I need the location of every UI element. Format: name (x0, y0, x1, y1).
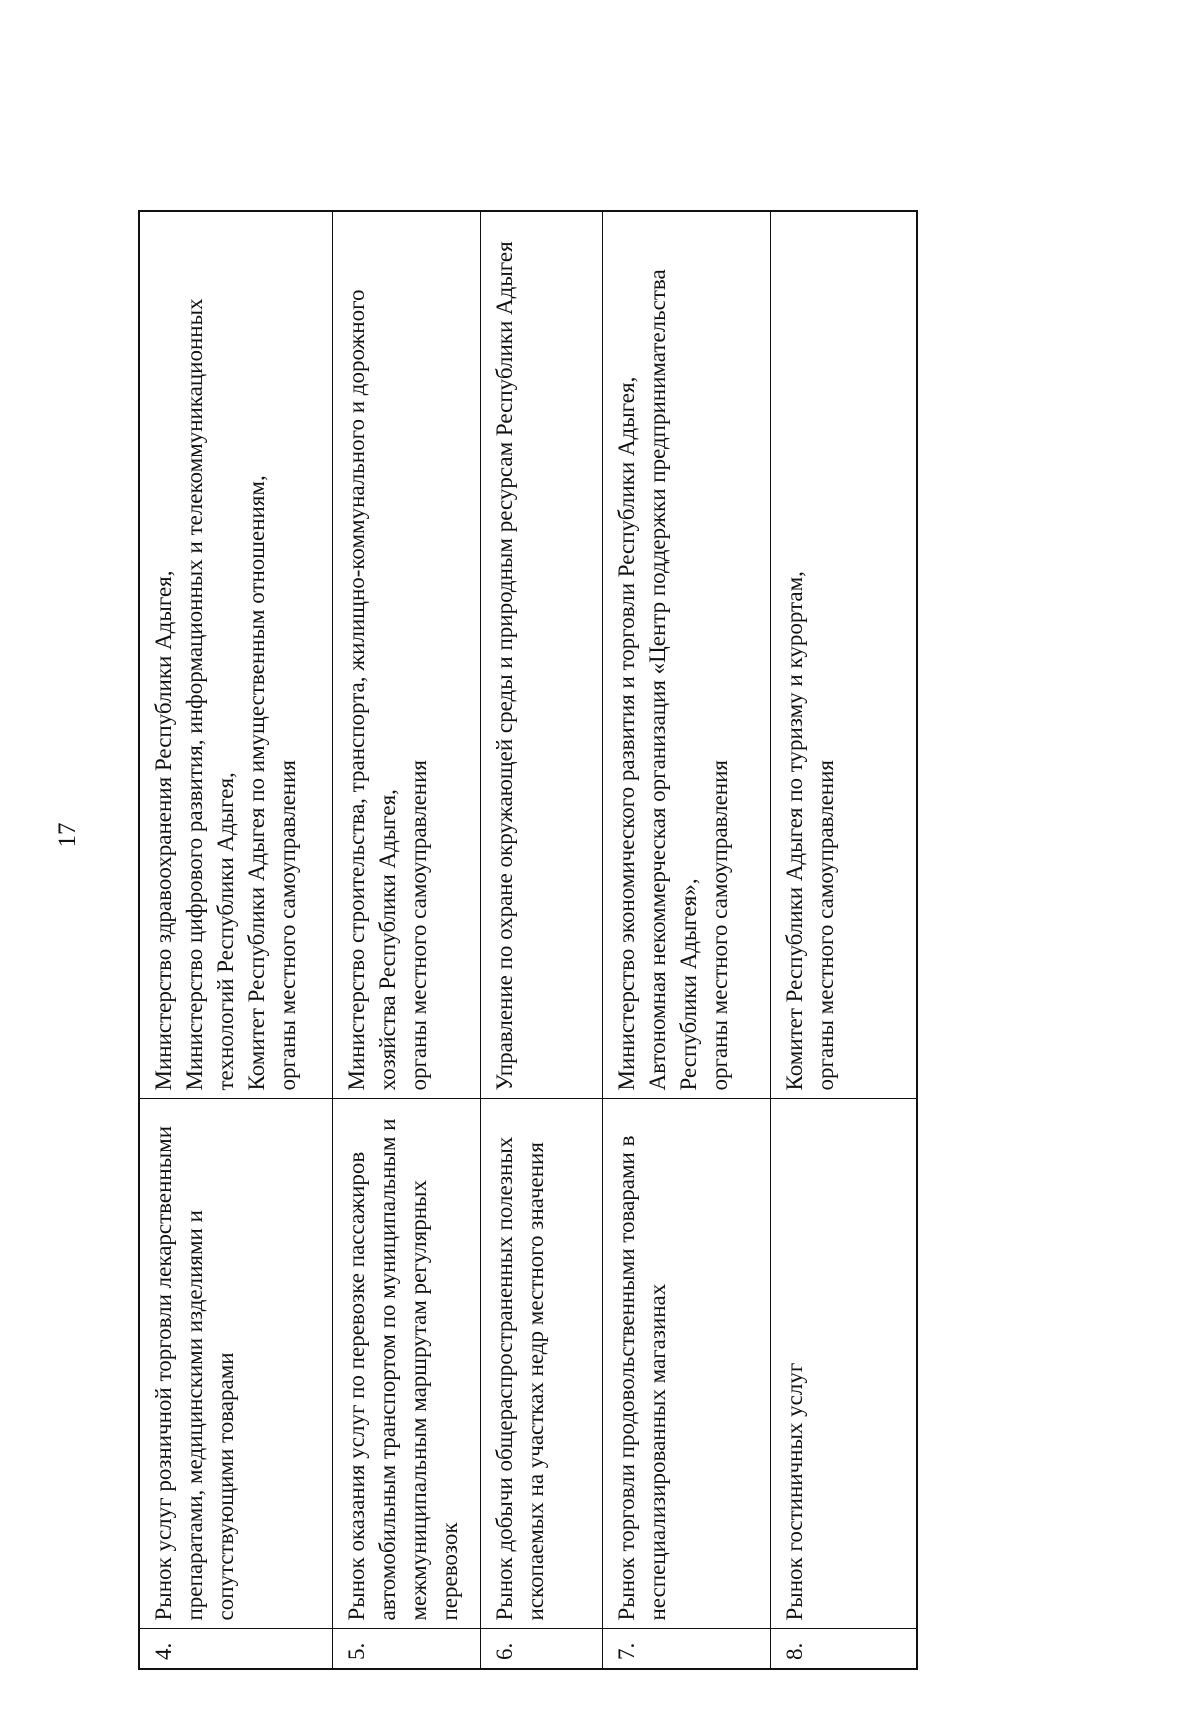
table-row (770, 211, 917, 1669)
responsible-organizations-cell: Комитет Республики Адыгея по туризму и курортам, органы местного самоуправления (770, 211, 917, 1099)
row-number-cell: 5. (332, 1629, 480, 1669)
page-number: 17 (54, 822, 81, 848)
responsible-organizations-cell: Министерство здравоохранения Республики Адыгея, Министерство цифрового развития, информационных и телекоммуникационных технологий Республики Адыгея, Комитет Республики Адыгея по имущественным отношениям, органы местного самоуправления (139, 211, 332, 1099)
table-row (139, 211, 332, 1669)
row-number-cell: 8. (770, 1629, 917, 1669)
market-cell: Рынок оказания услуг по перевозке пассажиров автомобильным транспортом по муниципальным и межмуниципальным маршрутам регулярных перевозок (332, 1099, 480, 1629)
row-number-cell: 4. (139, 1629, 332, 1669)
table-row (602, 211, 770, 1669)
markets-responsibility-table (138, 210, 918, 1670)
table-row (480, 211, 602, 1669)
market-cell: Рынок торговли продовольственными товарами в неспециализированных магазинах (602, 1099, 770, 1629)
market-cell: Рынок добычи общераспространенных полезных ископаемых на участках недр местного значения (480, 1099, 602, 1629)
market-cell: Рынок услуг розничной торговли лекарственными препаратами, медицинскими изделиями и сопутствующими товарами (139, 1099, 332, 1629)
row-number-cell: 7. (602, 1629, 770, 1669)
responsible-organizations-cell: Управление по охране окружающей среды и природным ресурсам Республики Адыгея (480, 211, 602, 1099)
market-cell: Рынок гостиничных услуг (770, 1099, 917, 1629)
rotated-table-frame (138, 210, 918, 1670)
responsible-organizations-cell: Министерство экономического развития и торговли Республики Адыгея, Автономная некоммерческая организация «Центр поддержки предпринимательства Республики Адыгея», органы местного самоуправления (602, 211, 770, 1099)
table-row (332, 211, 480, 1669)
responsible-organizations-cell: Министерство строительства, транспорта, жилищно-коммунального и дорожного хозяйства Республики Адыгея, органы местного самоуправления (332, 211, 480, 1099)
row-number-cell: 6. (480, 1629, 602, 1669)
